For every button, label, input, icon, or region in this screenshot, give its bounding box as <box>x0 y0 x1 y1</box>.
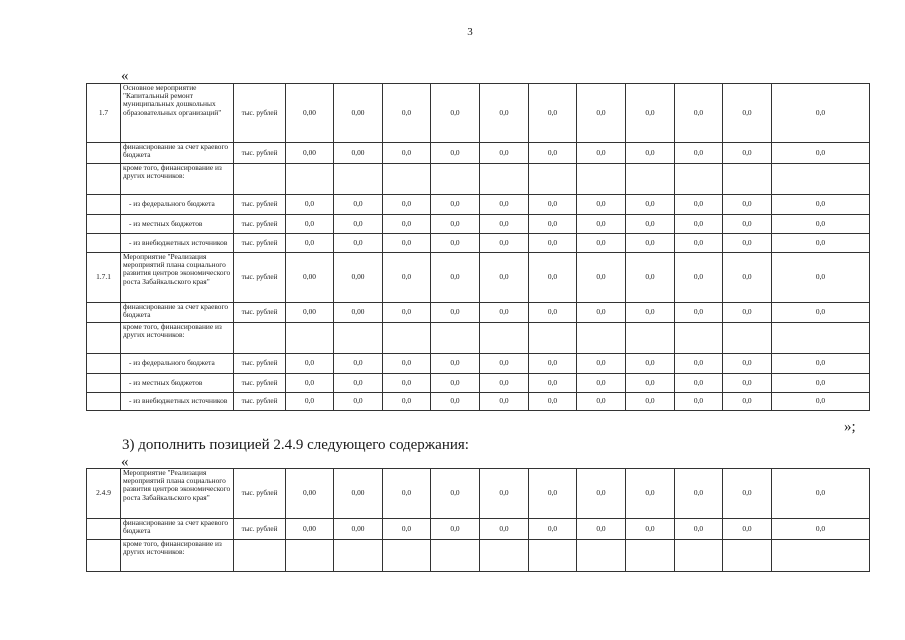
table-row <box>87 540 870 572</box>
page-number: 3 <box>467 26 473 38</box>
value-cell: 0,0 <box>383 393 431 411</box>
value-cell: 0,0 <box>383 84 431 143</box>
value-cell: 0,0 <box>675 253 723 303</box>
value-cell: 0,0 <box>431 393 480 411</box>
value-cell: 0,0 <box>480 143 529 164</box>
value-cell: 0,0 <box>675 234 723 253</box>
value-cell: 0,0 <box>286 215 334 234</box>
value-cell: 0,0 <box>675 143 723 164</box>
value-cell: 0,0 <box>334 195 383 215</box>
value-cell <box>577 323 626 354</box>
value-cell: 0,0 <box>723 253 772 303</box>
value-cell: 0,0 <box>675 84 723 143</box>
value-cell: 0,00 <box>334 303 383 323</box>
value-cell: 0,0 <box>723 393 772 411</box>
value-cell: 0,0 <box>529 215 577 234</box>
row-unit: тыс. рублей <box>234 374 286 393</box>
value-cell <box>383 540 431 572</box>
row-name: финансирование за счет краевого бюджета <box>121 303 234 323</box>
row-unit: тыс. рублей <box>234 143 286 164</box>
row-code <box>87 519 121 540</box>
row-unit: тыс. рублей <box>234 469 286 519</box>
value-cell <box>723 540 772 572</box>
amendment-heading: 3) дополнить позицией 2.4.9 следующего содержания: <box>122 437 469 453</box>
value-cell: 0,0 <box>626 519 675 540</box>
value-cell: 0,0 <box>480 234 529 253</box>
value-cell: 0,0 <box>723 354 772 374</box>
row-code <box>87 354 121 374</box>
value-cell: 0,0 <box>626 354 675 374</box>
value-cell: 0,0 <box>286 195 334 215</box>
row-unit: тыс. рублей <box>234 234 286 253</box>
value-cell: 0,0 <box>431 234 480 253</box>
value-cell: 0,0 <box>626 143 675 164</box>
value-cell: 0,0 <box>529 469 577 519</box>
value-cell: 0,0 <box>577 253 626 303</box>
value-cell: 0,0 <box>577 354 626 374</box>
value-cell <box>431 164 480 195</box>
value-cell <box>723 164 772 195</box>
value-cell: 0,0 <box>675 374 723 393</box>
row-code <box>87 540 121 572</box>
value-cell: 0,0 <box>529 84 577 143</box>
table-row <box>87 393 870 411</box>
row-name: Мероприятие "Реализация мероприятий плана социального развития центров экономического роста Забайкальского края" <box>121 469 234 519</box>
value-cell: 0,0 <box>723 215 772 234</box>
value-cell: 0,0 <box>383 143 431 164</box>
value-cell: 0,0 <box>675 393 723 411</box>
row-name: Основное мероприятие "Капитальный ремонт муниципальных дошкольных образовательных организаций" <box>121 84 234 143</box>
row-unit: тыс. рублей <box>234 303 286 323</box>
value-cell: 0,0 <box>383 234 431 253</box>
value-cell <box>772 540 870 572</box>
value-cell: 0,00 <box>334 469 383 519</box>
value-cell: 0,0 <box>529 143 577 164</box>
row-unit: тыс. рублей <box>234 354 286 374</box>
value-cell: 0,0 <box>577 215 626 234</box>
value-cell: 0,0 <box>529 253 577 303</box>
value-cell <box>577 540 626 572</box>
row-code <box>87 234 121 253</box>
value-cell <box>383 323 431 354</box>
value-cell <box>772 323 870 354</box>
value-cell: 0,0 <box>772 195 870 215</box>
row-name: - из местных бюджетов <box>121 374 234 393</box>
value-cell: 0,0 <box>286 393 334 411</box>
row-unit <box>234 540 286 572</box>
value-cell: 0,0 <box>286 374 334 393</box>
value-cell: 0,0 <box>723 374 772 393</box>
value-cell: 0,0 <box>577 393 626 411</box>
value-cell: 0,0 <box>577 234 626 253</box>
value-cell <box>383 164 431 195</box>
row-code <box>87 374 121 393</box>
row-code <box>87 215 121 234</box>
row-name: кроме того, финансирование из других источников: <box>121 164 234 195</box>
value-cell: 0,0 <box>723 519 772 540</box>
row-name: - из федерального бюджета <box>121 354 234 374</box>
value-cell: 0,0 <box>626 393 675 411</box>
row-unit <box>234 164 286 195</box>
table-row <box>87 143 870 164</box>
open-quote-1: « <box>121 68 129 84</box>
value-cell: 0,00 <box>334 519 383 540</box>
value-cell: 0,0 <box>480 393 529 411</box>
value-cell: 0,0 <box>431 469 480 519</box>
value-cell: 0,0 <box>577 303 626 323</box>
value-cell: 0,0 <box>723 303 772 323</box>
value-cell: 0,0 <box>772 143 870 164</box>
value-cell: 0,0 <box>431 519 480 540</box>
value-cell: 0,0 <box>383 519 431 540</box>
value-cell: 0,0 <box>772 234 870 253</box>
value-cell: 0,0 <box>772 84 870 143</box>
row-unit: тыс. рублей <box>234 393 286 411</box>
value-cell: 0,0 <box>431 84 480 143</box>
value-cell: 0,0 <box>626 234 675 253</box>
value-cell: 0,0 <box>577 195 626 215</box>
value-cell: 0,0 <box>480 195 529 215</box>
value-cell <box>626 540 675 572</box>
value-cell: 0,0 <box>383 374 431 393</box>
value-cell: 0,0 <box>772 215 870 234</box>
value-cell: 0,0 <box>675 469 723 519</box>
value-cell: 0,0 <box>626 469 675 519</box>
value-cell: 0,0 <box>626 84 675 143</box>
row-name: - из местных бюджетов <box>121 215 234 234</box>
value-cell: 0,0 <box>334 234 383 253</box>
row-code <box>87 303 121 323</box>
table-row <box>87 374 870 393</box>
value-cell: 0,0 <box>772 303 870 323</box>
row-name: кроме того, финансирование из других источников: <box>121 323 234 354</box>
table-row <box>87 164 870 195</box>
value-cell: 0,0 <box>626 374 675 393</box>
value-cell: 0,0 <box>529 354 577 374</box>
value-cell: 0,0 <box>480 469 529 519</box>
value-cell <box>675 323 723 354</box>
value-cell: 0,0 <box>480 354 529 374</box>
value-cell: 0,0 <box>675 303 723 323</box>
row-code: 2.4.9 <box>87 469 121 519</box>
value-cell: 0,0 <box>383 303 431 323</box>
value-cell: 0,0 <box>529 195 577 215</box>
value-cell <box>529 323 577 354</box>
value-cell: 0,0 <box>383 354 431 374</box>
row-code <box>87 393 121 411</box>
value-cell <box>675 164 723 195</box>
value-cell: 0,00 <box>286 303 334 323</box>
value-cell: 0,0 <box>334 354 383 374</box>
row-name: - из федерального бюджета <box>121 195 234 215</box>
table-row <box>87 234 870 253</box>
open-quote-2: « <box>121 454 129 470</box>
value-cell: 0,0 <box>383 195 431 215</box>
row-code: 1.7.1 <box>87 253 121 303</box>
row-name: - из внебюджетных источников <box>121 393 234 411</box>
value-cell: 0,0 <box>383 469 431 519</box>
table-row <box>87 215 870 234</box>
table-row <box>87 323 870 354</box>
value-cell <box>286 164 334 195</box>
row-name: кроме того, финансирование из других источников: <box>121 540 234 572</box>
table-row <box>87 303 870 323</box>
value-cell: 0,0 <box>626 303 675 323</box>
value-cell: 0,0 <box>529 393 577 411</box>
value-cell: 0,0 <box>383 253 431 303</box>
value-cell: 0,00 <box>286 253 334 303</box>
value-cell: 0,0 <box>772 354 870 374</box>
row-name: Мероприятие "Реализация мероприятий плана социального развития центров экономического роста Забайкальского края" <box>121 253 234 303</box>
value-cell: 0,0 <box>772 253 870 303</box>
value-cell: 0,0 <box>723 84 772 143</box>
row-unit: тыс. рублей <box>234 253 286 303</box>
value-cell: 0,0 <box>723 234 772 253</box>
value-cell: 0,00 <box>334 143 383 164</box>
value-cell: 0,0 <box>675 354 723 374</box>
value-cell <box>529 540 577 572</box>
value-cell: 0,0 <box>626 215 675 234</box>
value-cell: 0,0 <box>626 195 675 215</box>
table-row <box>87 253 870 303</box>
value-cell: 0,00 <box>334 253 383 303</box>
value-cell: 0,0 <box>529 519 577 540</box>
value-cell: 0,0 <box>772 393 870 411</box>
value-cell <box>431 323 480 354</box>
value-cell: 0,0 <box>334 215 383 234</box>
value-cell <box>480 540 529 572</box>
value-cell <box>480 323 529 354</box>
table-row <box>87 519 870 540</box>
value-cell <box>626 323 675 354</box>
value-cell <box>577 164 626 195</box>
value-cell: 0,0 <box>286 354 334 374</box>
value-cell: 0,0 <box>383 215 431 234</box>
value-cell: 0,0 <box>480 374 529 393</box>
value-cell <box>431 540 480 572</box>
value-cell: 0,00 <box>334 84 383 143</box>
value-cell: 0,0 <box>480 303 529 323</box>
value-cell: 0,0 <box>480 84 529 143</box>
closing-quote: »; <box>844 419 856 435</box>
value-cell: 0,0 <box>480 253 529 303</box>
table-row <box>87 354 870 374</box>
value-cell: 0,0 <box>577 519 626 540</box>
value-cell <box>480 164 529 195</box>
value-cell: 0,0 <box>772 374 870 393</box>
value-cell: 0,0 <box>431 253 480 303</box>
value-cell: 0,0 <box>577 374 626 393</box>
value-cell: 0,0 <box>334 393 383 411</box>
row-unit: тыс. рублей <box>234 84 286 143</box>
value-cell: 0,0 <box>723 195 772 215</box>
value-cell <box>334 323 383 354</box>
value-cell: 0,00 <box>286 469 334 519</box>
value-cell <box>334 540 383 572</box>
budget-table-1 <box>86 83 870 411</box>
value-cell: 0,0 <box>431 374 480 393</box>
value-cell <box>334 164 383 195</box>
value-cell: 0,00 <box>286 143 334 164</box>
row-code <box>87 164 121 195</box>
value-cell: 0,0 <box>480 215 529 234</box>
value-cell: 0,0 <box>431 215 480 234</box>
row-unit: тыс. рублей <box>234 195 286 215</box>
row-code <box>87 143 121 164</box>
value-cell: 0,0 <box>675 519 723 540</box>
value-cell: 0,0 <box>529 374 577 393</box>
value-cell: 0,0 <box>334 374 383 393</box>
row-name: финансирование за счет краевого бюджета <box>121 519 234 540</box>
value-cell: 0,0 <box>723 469 772 519</box>
value-cell: 0,0 <box>431 303 480 323</box>
value-cell <box>772 164 870 195</box>
table-row <box>87 469 870 519</box>
value-cell: 0,0 <box>480 519 529 540</box>
value-cell <box>675 540 723 572</box>
row-name: финансирование за счет краевого бюджета <box>121 143 234 164</box>
value-cell: 0,0 <box>431 195 480 215</box>
value-cell <box>723 323 772 354</box>
row-code <box>87 195 121 215</box>
value-cell: 0,0 <box>431 143 480 164</box>
row-unit: тыс. рублей <box>234 215 286 234</box>
value-cell: 0,0 <box>675 215 723 234</box>
value-cell <box>626 164 675 195</box>
value-cell <box>286 323 334 354</box>
value-cell: 0,0 <box>577 84 626 143</box>
row-name: - из внебюджетных источников <box>121 234 234 253</box>
value-cell <box>529 164 577 195</box>
value-cell: 0,0 <box>675 195 723 215</box>
value-cell: 0,0 <box>577 143 626 164</box>
row-unit <box>234 323 286 354</box>
value-cell <box>286 540 334 572</box>
value-cell: 0,0 <box>577 469 626 519</box>
row-unit: тыс. рублей <box>234 519 286 540</box>
value-cell: 0,0 <box>626 253 675 303</box>
value-cell: 0,0 <box>529 303 577 323</box>
row-code <box>87 323 121 354</box>
value-cell: 0,0 <box>286 234 334 253</box>
value-cell: 0,0 <box>772 519 870 540</box>
table-row <box>87 84 870 143</box>
value-cell: 0,00 <box>286 84 334 143</box>
budget-table-2 <box>86 468 870 572</box>
table-row <box>87 195 870 215</box>
value-cell: 0,0 <box>431 354 480 374</box>
row-code: 1.7 <box>87 84 121 143</box>
value-cell: 0,00 <box>286 519 334 540</box>
value-cell: 0,0 <box>723 143 772 164</box>
value-cell: 0,0 <box>529 234 577 253</box>
value-cell: 0,0 <box>772 469 870 519</box>
